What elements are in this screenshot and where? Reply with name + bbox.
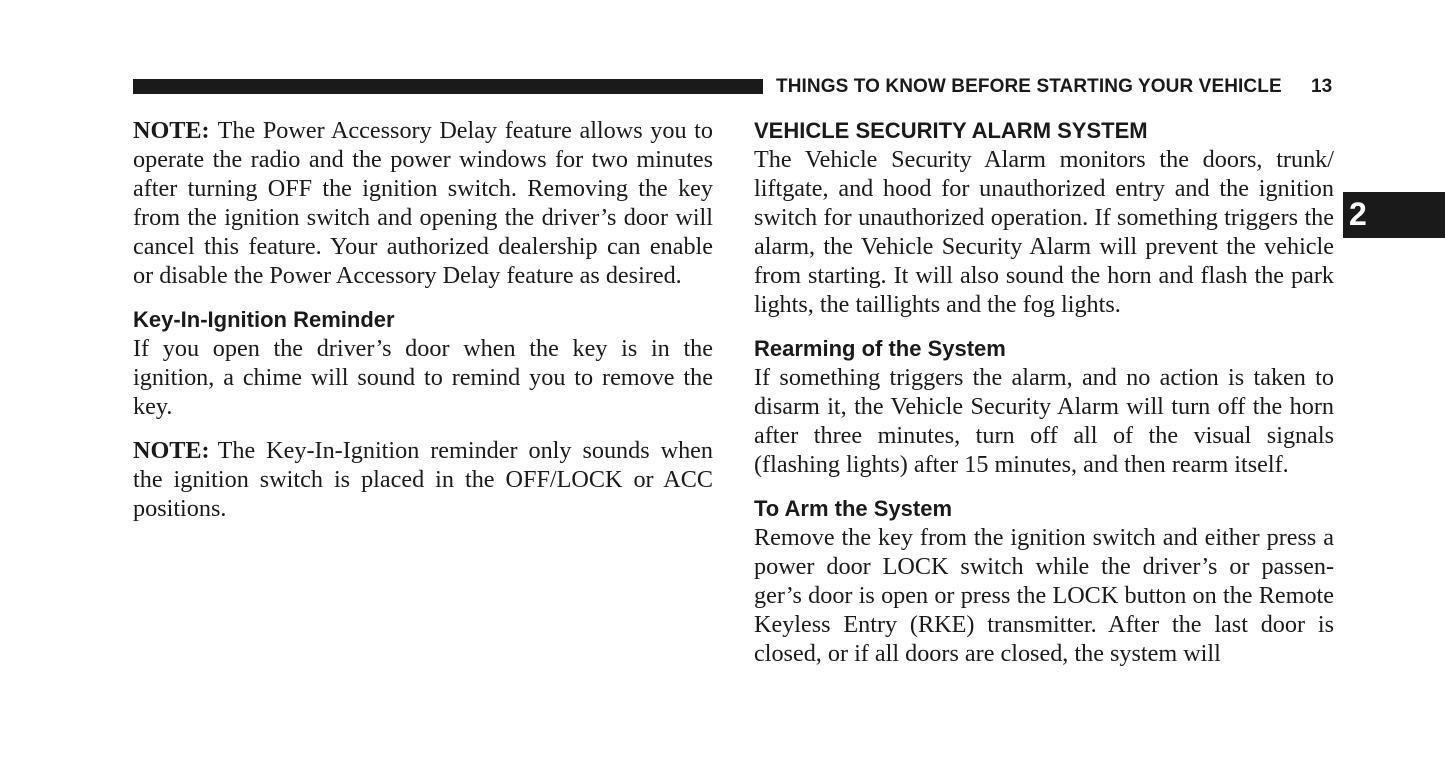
left-column (133, 116, 713, 523)
note-text: The Key-In-Ignition reminder only sounds when the ignition switch is placed in the OFF/LOCK or ACC positions. (133, 437, 713, 522)
section-heading-alarm: VEHICLE SECURITY ALARM SYSTEM (754, 118, 1148, 143)
note-label: NOTE: (133, 437, 210, 464)
note-power-accessory-delay (133, 116, 713, 290)
key-reminder-text: If you open the driver’s door when the key is in the ignition, a chime will sound to remind you to remove the key. (133, 335, 713, 420)
chapter-tab (1343, 192, 1445, 238)
alarm-description: The Vehicle Security Alarm monitors the doors, trunk/ liftgate, and hood for unauthorized entry and the ignition switch for unauthorized operation. If something triggers the alarm, the Vehicle Security Alarm will prevent the vehicle from starting. It will also sound the horn and flash the park lights, the taillights and the fog lights. (754, 146, 1334, 318)
header-bar (133, 79, 763, 94)
chapter-tab-number: 2 (1349, 196, 1367, 232)
running-header-title: THINGS TO KNOW BEFORE STARTING YOUR VEHICLE (776, 76, 1282, 97)
rearming-heading: Rearming of the System (754, 336, 1006, 361)
arm-text: Remove the key from the ignition switch and either press a power door LOCK switch while the driver’s or passen-ger’s door is open or press the LOCK button on the Remote Keyless Entry (RKE) transmitter. After the last door is closed, or if all doors are closed, the system will (754, 524, 1334, 667)
page-number: 13 (1311, 76, 1333, 97)
arm-heading: To Arm the System (754, 496, 953, 521)
note-label: NOTE: (133, 117, 210, 144)
note-text: The Power Accessory Delay feature allows you to operate the radio and the power windows for two minutes after turning OFF the ignition switch. Removing the key from the ignition switch and opening the driver’s door will cancel this feature. Your authorized dealership can enable or disable the Power Accessory Delay feature as desired. (133, 117, 713, 289)
key-reminder-heading: Key-In-Ignition Reminder (133, 307, 395, 332)
rearming-text: If something triggers the alarm, and no action is taken to disarm it, the Vehicle Security Alarm will turn off the horn after three minutes, turn off all of the visual signals (flashing lights) after 15 minutes, and then rearm itself. (754, 364, 1334, 478)
note-key-in-ignition (133, 436, 713, 523)
right-column (754, 116, 1334, 668)
